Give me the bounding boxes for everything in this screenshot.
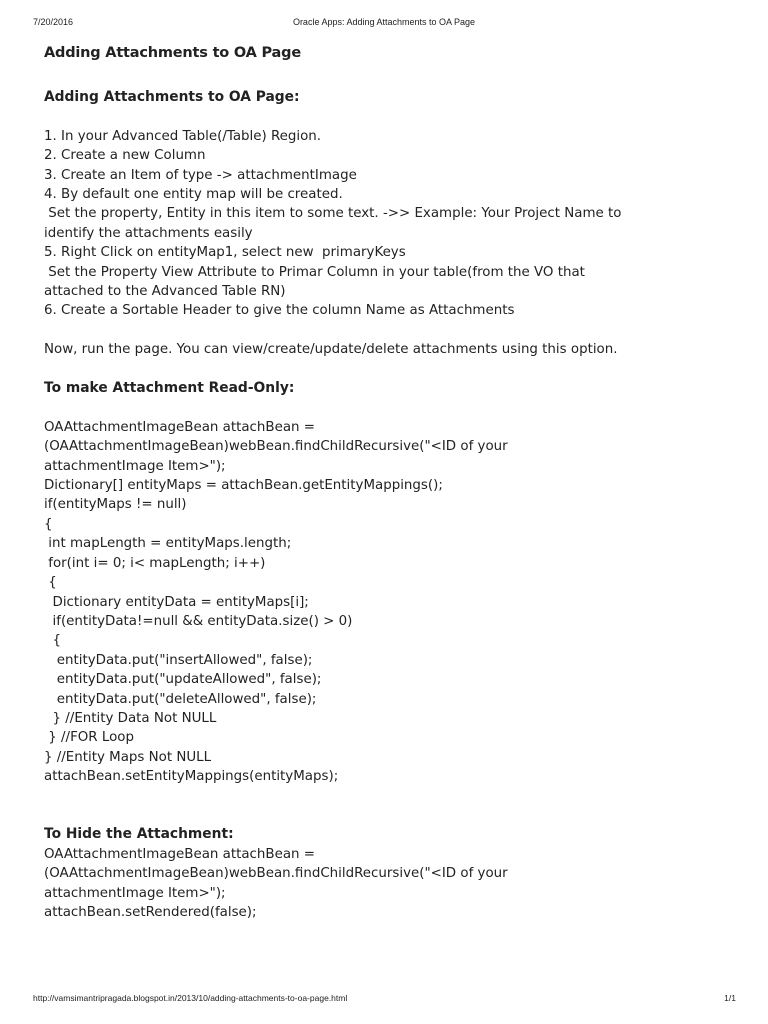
code-line: } //FOR Loop	[44, 730, 134, 746]
step-line: Set the Property View Attribute to Primar Column in your table(from the VO that	[44, 264, 585, 280]
source-url: http://vamsimantripragada.blogspot.in/2013/10/adding-attachments-to-oa-page.html	[33, 993, 348, 1003]
step-line: 2. Create a new Column	[44, 148, 206, 164]
code-line: } //Entity Data Not NULL	[44, 710, 217, 726]
code-line: attachmentImage Item>");	[44, 885, 226, 901]
print-footer	[0, 993, 768, 1007]
code-line: entityData.put("insertAllowed", false);	[44, 652, 313, 668]
post-body	[44, 88, 734, 922]
code-line: if(entityMaps != null)	[44, 497, 187, 513]
code-line: for(int i= 0; i< mapLength; i++)	[44, 555, 266, 571]
code-line: OAAttachmentImageBean attachBean =	[44, 846, 316, 862]
code-line: Dictionary[] entityMaps = attachBean.getEntityMappings();	[44, 478, 443, 494]
read-only-code-block	[44, 418, 734, 787]
code-line: Dictionary entityData = entityMaps[i];	[44, 594, 309, 610]
step-line: Set the property, Entity in this item to some text. ->> Example: Your Project Name to	[44, 206, 622, 222]
code-line: OAAttachmentImageBean attachBean =	[44, 419, 316, 435]
step-line: 4. By default one entity map will be created.	[44, 187, 343, 203]
run-page-note: Now, run the page. You can view/create/update/delete attachments using this option.	[44, 342, 618, 358]
step-line: attached to the Advanced Table RN)	[44, 284, 286, 300]
section-heading-adding: Adding Attachments to OA Page:	[44, 89, 300, 105]
section-heading-hide: To Hide the Attachment:	[44, 826, 234, 843]
code-line: {	[44, 633, 62, 649]
steps-list	[44, 127, 734, 321]
section-heading-read-only: To make Attachment Read-Only:	[44, 380, 295, 397]
code-line: } //Entity Maps Not NULL	[44, 749, 212, 765]
step-line: 1. In your Advanced Table(/Table) Region.	[44, 128, 322, 144]
step-line: 6. Create a Sortable Header to give the column Name as Attachments	[44, 303, 515, 319]
code-line: entityData.put("updateAllowed", false);	[44, 672, 322, 688]
code-line: if(entityData!=null && entityData.size() > 0)	[44, 613, 353, 629]
step-line: 3. Create an Item of type -> attachmentImage	[44, 167, 357, 183]
step-line: identify the attachments easily	[44, 225, 253, 241]
code-line: {	[44, 516, 53, 532]
page-number: 1/1	[724, 993, 736, 1003]
code-line: (OAAttachmentImageBean)webBean.findChildRecursive("<ID of your	[44, 866, 508, 882]
code-line: int mapLength = entityMaps.length;	[44, 536, 292, 552]
code-line: (OAAttachmentImageBean)webBean.findChildRecursive("<ID of your	[44, 439, 508, 455]
code-line: attachmentImage Item>");	[44, 458, 226, 474]
print-date: 7/20/2016	[33, 17, 74, 27]
page-title: Adding Attachments to OA Page	[44, 45, 301, 61]
code-line: {	[44, 575, 57, 591]
print-document-title: Oracle Apps: Adding Attachments to OA Page	[292, 17, 476, 27]
code-line: entityData.put("deleteAllowed", false);	[44, 691, 317, 707]
code-line: attachBean.setRendered(false);	[44, 904, 257, 920]
hide-code-block	[44, 845, 734, 923]
step-line: 5. Right Click on entityMap1, select new primaryKeys	[44, 245, 406, 261]
print-header	[0, 17, 768, 31]
code-line: attachBean.setEntityMappings(entityMaps);	[44, 769, 339, 785]
